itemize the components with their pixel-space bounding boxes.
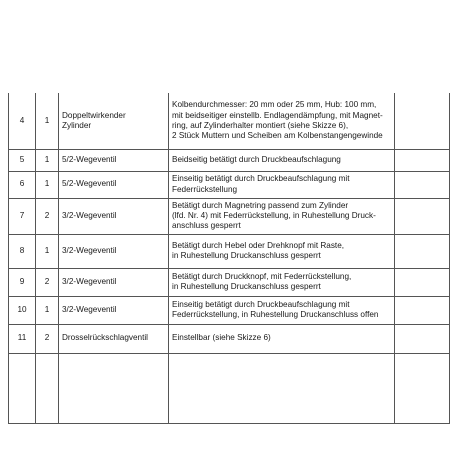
row-description: Einseitig betätigt durch Druckbeaufschlagung mit Federrückstellung, in Ruhestellung Druckanschluss offen [169, 296, 395, 324]
row-quantity: 2 [36, 198, 59, 234]
row-quantity: 1 [36, 149, 59, 171]
row-number: 5 [9, 149, 36, 171]
blank-cell [395, 353, 450, 423]
parts-list-table [8, 93, 450, 424]
row-remark-cell [395, 171, 450, 198]
row-description: Beidseitig betätigt durch Druckbeaufschlagung [169, 149, 395, 171]
row-quantity: 1 [36, 171, 59, 198]
table-row [9, 234, 450, 268]
row-component: 3/2-Wegeventil [59, 234, 169, 268]
row-number: 8 [9, 234, 36, 268]
row-component: Doppeltwirkender Zylinder [59, 93, 169, 149]
row-component: 3/2-Wegeventil [59, 296, 169, 324]
blank-cell [9, 353, 36, 423]
table-row [9, 296, 450, 324]
row-quantity: 2 [36, 268, 59, 296]
row-quantity: 1 [36, 234, 59, 268]
row-number: 6 [9, 171, 36, 198]
blank-cell [36, 353, 59, 423]
row-number: 4 [9, 93, 36, 149]
row-component: 5/2-Wegeventil [59, 171, 169, 198]
table-row [9, 198, 450, 234]
blank-cell [59, 353, 169, 423]
row-remark-cell [395, 268, 450, 296]
row-number: 11 [9, 324, 36, 353]
row-remark-cell [395, 149, 450, 171]
row-component: 5/2-Wegeventil [59, 149, 169, 171]
row-description: Betätigt durch Magnetring passend zum Zylinder (lfd. Nr. 4) mit Federrückstellung, in Ruhestellung Druck- anschluss gesperrt [169, 198, 395, 234]
table-row [9, 93, 450, 149]
table-row [9, 268, 450, 296]
table-row-blank [9, 353, 450, 423]
row-quantity: 2 [36, 324, 59, 353]
row-remark-cell [395, 296, 450, 324]
row-number: 10 [9, 296, 36, 324]
row-number: 7 [9, 198, 36, 234]
row-remark-cell [395, 234, 450, 268]
row-component: Drosselrückschlagventil [59, 324, 169, 353]
row-description: Kolbendurchmesser: 20 mm oder 25 mm, Hub: 100 mm, mit beidseitiger einstellb. Endlagendämpfung, mit Magnet- ring, auf Zylinderhalter montiert (siehe Skizze 6), 2 Stück Muttern und Scheiben am Kolbenstangengewinde [169, 93, 395, 149]
table-row [9, 324, 450, 353]
table-row [9, 149, 450, 171]
row-description: Einseitig betätigt durch Druckbeaufschlagung mit Federrückstellung [169, 171, 395, 198]
row-description: Betätigt durch Druckknopf, mit Federrückstellung, in Ruhestellung Druckanschluss gesperrt [169, 268, 395, 296]
row-quantity: 1 [36, 296, 59, 324]
row-remark-cell [395, 324, 450, 353]
row-component: 3/2-Wegeventil [59, 268, 169, 296]
row-remark-cell [395, 93, 450, 149]
row-quantity: 1 [36, 93, 59, 149]
row-description: Einstellbar (siehe Skizze 6) [169, 324, 395, 353]
row-component: 3/2-Wegeventil [59, 198, 169, 234]
row-remark-cell [395, 198, 450, 234]
table-row [9, 171, 450, 198]
blank-cell [169, 353, 395, 423]
row-number: 9 [9, 268, 36, 296]
row-description: Betätigt durch Hebel oder Drehknopf mit Raste, in Ruhestellung Druckanschluss gesperrt [169, 234, 395, 268]
